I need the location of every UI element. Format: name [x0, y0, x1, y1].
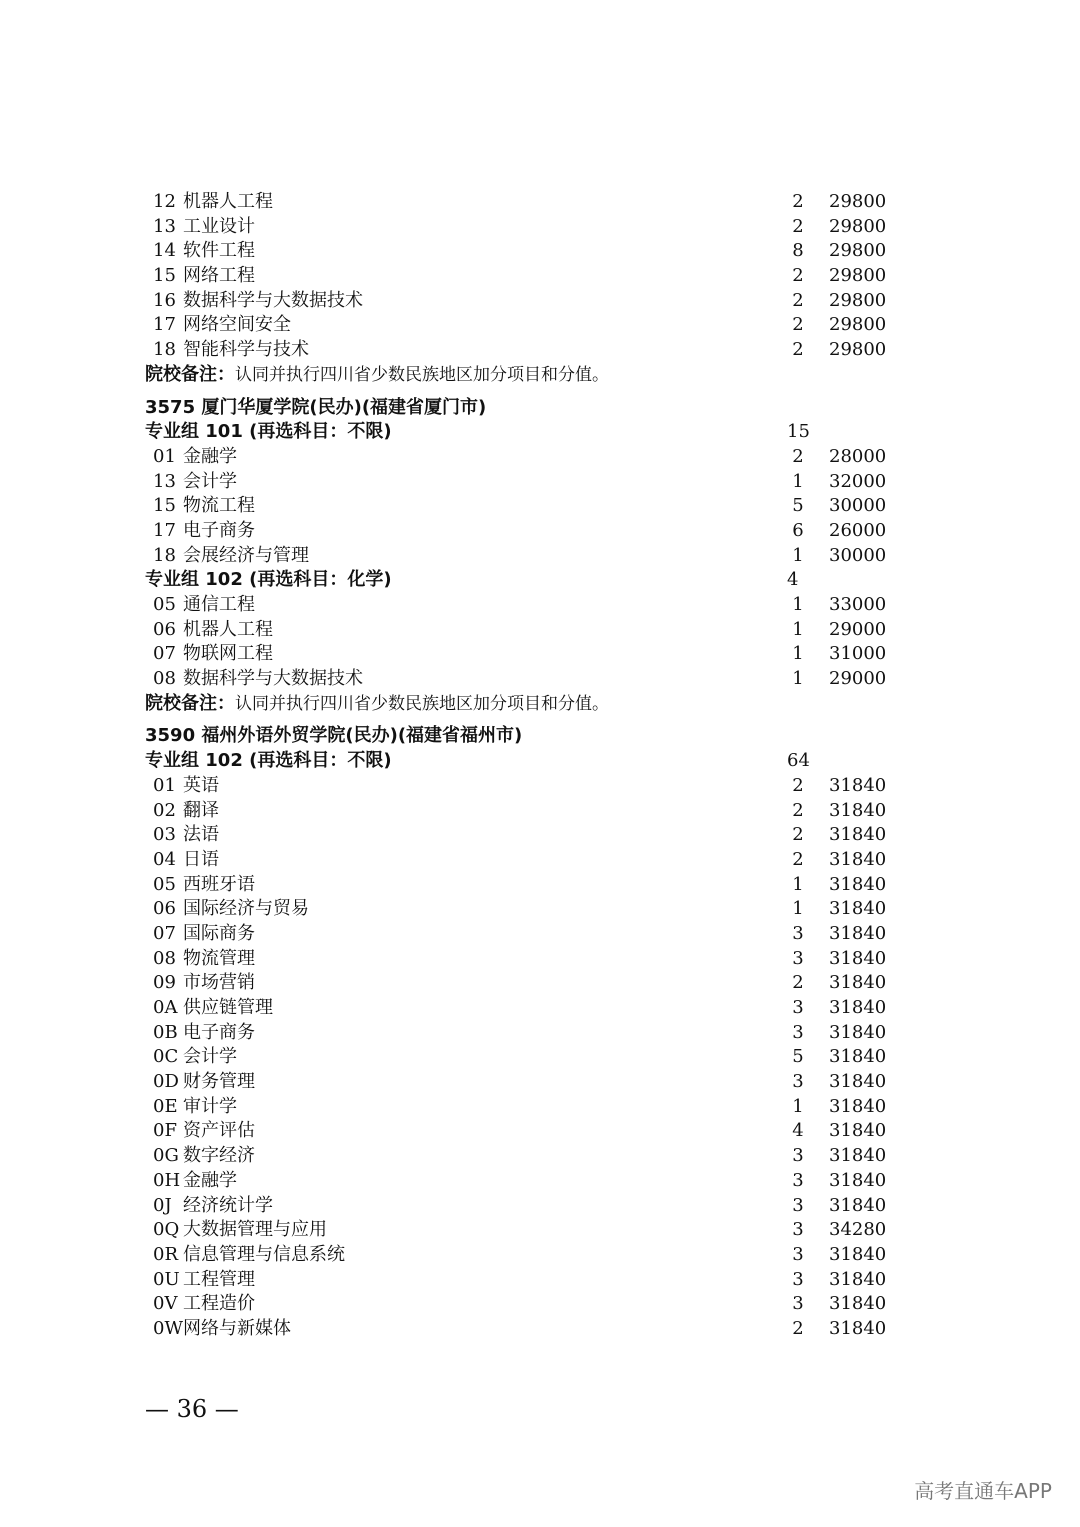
tuition-fee: 31840	[829, 947, 887, 969]
major-list-section1	[0, 190, 1080, 388]
tuition-fee: 29800	[829, 191, 887, 212]
group-label: 专业组 101 (再选科目：不限)	[145, 421, 392, 443]
major-code: 0G	[153, 1145, 179, 1167]
page-number: — 36 —	[145, 1395, 239, 1423]
major-row	[0, 848, 1080, 873]
school-name: 3590 福州外语外贸学院(民办)(福建省福州市)	[145, 725, 523, 747]
school-block-3590	[0, 724, 1080, 1341]
major-name: 数据科学与大数据技术	[183, 289, 363, 311]
plan-count: 3	[792, 1071, 804, 1093]
major-name: 工程管理	[183, 1268, 255, 1290]
major-row	[0, 873, 1080, 898]
major-row	[0, 642, 1080, 667]
major-code: 07	[153, 922, 176, 944]
tuition-fee: 30000	[829, 544, 887, 566]
major-name: 网络工程	[183, 265, 255, 287]
plan-count: 3	[792, 922, 804, 944]
plan-count: 3	[792, 997, 804, 1018]
tuition-fee: 33000	[829, 594, 887, 615]
major-row	[0, 947, 1080, 972]
note-text: 认同并执行四川省少数民族地区加分项目和分值。	[235, 693, 609, 714]
tuition-fee: 31840	[829, 922, 887, 944]
note-text: 认同并执行四川省少数民族地区加分项目和分值。	[235, 364, 609, 385]
major-row	[0, 1194, 1080, 1219]
plan-count: 5	[792, 495, 804, 517]
major-row	[0, 1095, 1080, 1120]
major-row	[0, 338, 1080, 363]
tuition-fee: 31840	[829, 1071, 887, 1093]
plan-count: 2	[792, 824, 804, 846]
major-name: 翻译	[183, 799, 219, 821]
tuition-fee: 31840	[829, 1145, 887, 1167]
plan-count: 3	[792, 1021, 804, 1043]
major-code: 0B	[153, 1021, 178, 1043]
major-row	[0, 996, 1080, 1021]
major-code: 07	[153, 643, 176, 665]
major-code: 05	[153, 873, 176, 895]
tuition-fee: 31000	[829, 643, 887, 665]
tuition-fee: 31840	[829, 1120, 887, 1142]
major-name: 电子商务	[183, 519, 255, 541]
tuition-fee: 29000	[829, 668, 887, 690]
plan-count: 2	[792, 972, 804, 994]
tuition-fee: 31840	[829, 824, 887, 846]
major-row	[0, 519, 1080, 544]
tuition-fee: 31840	[829, 997, 887, 1018]
plan-count: 2	[792, 445, 804, 467]
group-label: 专业组 102 (再选科目：化学)	[145, 569, 392, 591]
major-name: 电子商务	[183, 1021, 255, 1043]
major-code: 17	[153, 519, 176, 541]
major-code: 01	[153, 445, 176, 467]
major-code: 08	[153, 668, 176, 690]
group-count: 64	[787, 750, 810, 772]
group-header	[0, 420, 1080, 445]
major-row	[0, 289, 1080, 314]
plan-count: 5	[792, 1046, 804, 1068]
major-row	[0, 618, 1080, 643]
tuition-fee: 28000	[829, 445, 887, 467]
major-row	[0, 823, 1080, 848]
tuition-fee: 34280	[829, 1219, 887, 1241]
major-name: 国际商务	[183, 922, 255, 944]
major-row	[0, 1317, 1080, 1342]
plan-count: 2	[792, 191, 804, 212]
note-label: 院校备注：	[145, 692, 235, 714]
major-row	[0, 445, 1080, 470]
major-name: 市场营销	[183, 972, 255, 994]
plan-count: 1	[792, 618, 804, 640]
plan-count: 3	[792, 1268, 804, 1290]
major-code: 03	[153, 824, 176, 846]
plan-count: 2	[792, 289, 804, 311]
plan-count: 6	[792, 519, 804, 541]
tuition-fee: 31840	[829, 1046, 887, 1068]
tuition-fee: 26000	[829, 519, 887, 541]
tuition-fee: 31840	[829, 1293, 887, 1315]
tuition-fee: 29800	[829, 314, 887, 336]
tuition-fee: 31840	[829, 848, 887, 870]
plan-count: 1	[792, 643, 804, 665]
major-code: 17	[153, 314, 176, 336]
school-name: 3575 厦门华厦学院(民办)(福建省厦门市)	[145, 396, 487, 418]
school-title	[0, 396, 1080, 421]
tuition-fee: 31840	[829, 898, 887, 920]
major-code: 0F	[153, 1120, 177, 1142]
major-name: 英语	[183, 774, 219, 796]
major-row	[0, 593, 1080, 618]
major-code: 15	[153, 495, 176, 517]
major-name: 国际经济与贸易	[183, 898, 309, 920]
major-code: 13	[153, 470, 176, 492]
plan-count: 2	[792, 1317, 804, 1339]
group-count: 15	[787, 421, 810, 443]
plan-count: 2	[792, 774, 804, 796]
tuition-fee: 31840	[829, 1268, 887, 1290]
major-code: 0C	[153, 1046, 179, 1068]
tuition-fee: 31840	[829, 873, 887, 895]
tuition-fee: 29800	[829, 339, 887, 361]
major-code: 0Q	[153, 1219, 180, 1241]
plan-count: 3	[792, 947, 804, 969]
major-name: 经济统计学	[183, 1194, 273, 1216]
major-name: 法语	[183, 824, 219, 846]
major-name: 软件工程	[183, 240, 255, 262]
school-note	[0, 692, 1080, 717]
major-name: 会展经济与管理	[183, 544, 309, 566]
tuition-fee: 31840	[829, 1243, 887, 1265]
major-code: 05	[153, 594, 176, 615]
tuition-fee: 31840	[829, 1095, 887, 1117]
tuition-fee: 29800	[829, 265, 887, 287]
major-code: 18	[153, 339, 176, 361]
tuition-fee: 31840	[829, 972, 887, 994]
group-count: 4	[787, 569, 799, 591]
major-name: 金融学	[183, 1169, 237, 1191]
major-name: 机器人工程	[183, 618, 273, 640]
major-row	[0, 1292, 1080, 1317]
major-code: 08	[153, 947, 176, 969]
plan-count: 3	[792, 1219, 804, 1241]
major-name: 网络与新媒体	[183, 1317, 291, 1339]
major-row	[0, 215, 1080, 240]
document-body	[0, 190, 1080, 1342]
major-row	[0, 494, 1080, 519]
major-code: 0U	[153, 1268, 180, 1290]
major-name: 物联网工程	[183, 643, 273, 665]
tuition-fee: 29800	[829, 240, 887, 262]
tuition-fee: 31840	[829, 1169, 887, 1191]
major-code: 0W	[153, 1317, 183, 1339]
major-name: 机器人工程	[183, 191, 273, 212]
major-row	[0, 1045, 1080, 1070]
plan-count: 4	[792, 1120, 804, 1142]
plan-count: 3	[792, 1293, 804, 1315]
major-code: 0R	[153, 1243, 179, 1265]
major-row	[0, 799, 1080, 824]
major-row	[0, 470, 1080, 495]
plan-count: 1	[792, 873, 804, 895]
plan-count: 2	[792, 799, 804, 821]
major-row	[0, 971, 1080, 996]
school-title	[0, 724, 1080, 749]
major-row	[0, 1021, 1080, 1046]
major-code: 16	[153, 289, 176, 311]
watermark-text: 高考直通车APP	[914, 1479, 1052, 1503]
major-row	[0, 1268, 1080, 1293]
plan-count: 3	[792, 1243, 804, 1265]
major-name: 大数据管理与应用	[183, 1219, 327, 1241]
major-name: 数据科学与大数据技术	[183, 668, 363, 690]
plan-count: 2	[792, 848, 804, 870]
school-block-3575	[0, 396, 1080, 717]
tuition-fee: 31840	[829, 1194, 887, 1216]
major-name: 西班牙语	[183, 873, 255, 895]
major-row	[0, 1243, 1080, 1268]
group-header	[0, 568, 1080, 593]
major-code: 01	[153, 774, 176, 796]
plan-count: 2	[792, 314, 804, 336]
major-code: 02	[153, 799, 176, 821]
tuition-fee: 31840	[829, 799, 887, 821]
major-code: 0D	[153, 1071, 179, 1093]
major-row	[0, 1169, 1080, 1194]
major-code: 12	[153, 191, 176, 212]
major-code: 09	[153, 972, 176, 994]
major-code: 14	[153, 240, 176, 262]
plan-count: 1	[792, 544, 804, 566]
major-row	[0, 1218, 1080, 1243]
major-name: 信息管理与信息系统	[183, 1243, 345, 1265]
major-name: 网络空间安全	[183, 314, 291, 336]
major-name: 数字经济	[183, 1145, 255, 1167]
group-header	[0, 749, 1080, 774]
major-row	[0, 190, 1080, 215]
plan-count: 3	[792, 1194, 804, 1216]
major-code: 06	[153, 618, 176, 640]
plan-count: 1	[792, 898, 804, 920]
major-name: 会计学	[183, 1046, 237, 1068]
major-name: 财务管理	[183, 1071, 255, 1093]
major-name: 日语	[183, 848, 219, 870]
major-row	[0, 1070, 1080, 1095]
major-code: 15	[153, 265, 176, 287]
major-row	[0, 264, 1080, 289]
major-name: 物流管理	[183, 947, 255, 969]
major-name: 工程造价	[183, 1293, 255, 1315]
school-note	[0, 363, 1080, 388]
major-code: 18	[153, 544, 176, 566]
major-row	[0, 667, 1080, 692]
major-code: 13	[153, 215, 176, 237]
major-row	[0, 239, 1080, 264]
major-name: 智能科学与技术	[183, 339, 309, 361]
tuition-fee: 31840	[829, 774, 887, 796]
plan-count: 2	[792, 265, 804, 287]
major-row	[0, 897, 1080, 922]
major-name: 工业设计	[183, 215, 255, 237]
major-code: 0J	[153, 1194, 172, 1216]
major-row	[0, 1144, 1080, 1169]
tuition-fee: 29000	[829, 618, 887, 640]
major-code: 06	[153, 898, 176, 920]
major-name: 金融学	[183, 445, 237, 467]
major-row	[0, 313, 1080, 338]
major-code: 0E	[153, 1095, 178, 1117]
plan-count: 1	[792, 668, 804, 690]
major-name: 资产评估	[183, 1120, 255, 1142]
tuition-fee: 32000	[829, 470, 887, 492]
group-label: 专业组 102 (再选科目：不限)	[145, 750, 392, 772]
major-row	[0, 922, 1080, 947]
major-code: 0A	[153, 997, 178, 1018]
major-name: 通信工程	[183, 594, 255, 615]
tuition-fee: 31840	[829, 1317, 887, 1339]
plan-count: 1	[792, 594, 804, 615]
tuition-fee: 29800	[829, 215, 887, 237]
tuition-fee: 30000	[829, 495, 887, 517]
plan-count: 2	[792, 339, 804, 361]
major-row	[0, 544, 1080, 569]
tuition-fee: 29800	[829, 289, 887, 311]
major-name: 审计学	[183, 1095, 237, 1117]
plan-count: 1	[792, 1095, 804, 1117]
note-label: 院校备注：	[145, 363, 235, 385]
plan-count: 3	[792, 1169, 804, 1191]
major-name: 供应链管理	[183, 997, 273, 1018]
major-name: 会计学	[183, 470, 237, 492]
plan-count: 1	[792, 470, 804, 492]
major-row	[0, 1119, 1080, 1144]
major-code: 0V	[153, 1293, 178, 1315]
tuition-fee: 31840	[829, 1021, 887, 1043]
plan-count: 3	[792, 1145, 804, 1167]
major-name: 物流工程	[183, 495, 255, 517]
major-row	[0, 774, 1080, 799]
major-code: 0H	[153, 1169, 181, 1191]
plan-count: 8	[792, 240, 804, 262]
major-code: 04	[153, 848, 176, 870]
plan-count: 2	[792, 215, 804, 237]
